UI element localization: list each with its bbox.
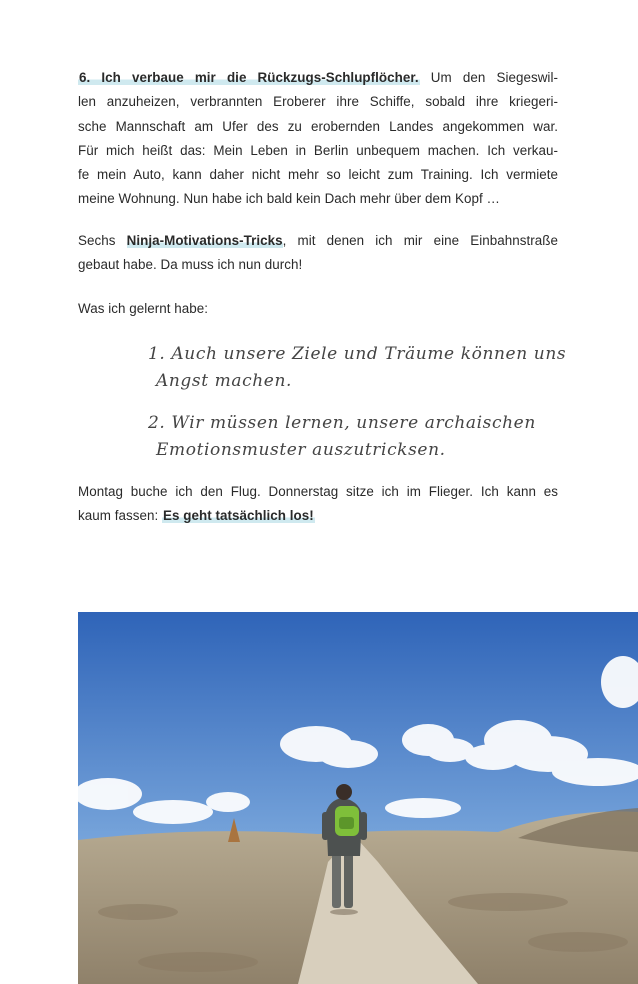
paragraph-line: len anzuheizen, verbrannten Eroberer ihre Schiffe, sobald ihre kriegeri- <box>78 94 558 110</box>
paragraph-rueckzug <box>78 66 558 212</box>
paragraph-line: 6. Ich verbaue mir die Rückzugs-Schlupflöcher. Um den Siegeswil- <box>79 70 558 85</box>
paragraph-line: kaum fassen: Es geht tatsächlich los! <box>78 508 314 524</box>
section-heading-6: 6. Ich verbaue mir die Rückzugs-Schlupflöcher. <box>79 70 419 85</box>
lesson-line: Emotionsmuster auszutricksen. <box>156 440 446 460</box>
highlight-ninja-tricks: Ninja-Motivations-Tricks <box>126 233 283 248</box>
paragraph-line: sche Mannschaft am Ufer des zu erobernden Landes angekommen war. <box>78 118 558 134</box>
paragraph-line: meine Wohnung. Nun habe ich bald kein Dach mehr über dem Kopf … <box>78 191 500 207</box>
hiker-photo-illustration <box>78 612 638 984</box>
paragraph-ninja-tricks <box>78 229 558 278</box>
paragraph-learned <box>78 297 558 321</box>
highlight-es-geht-los: Es geht tatsächlich los! <box>163 508 314 524</box>
paragraph-line: fe mein Auto, kann daher nicht mehr so leicht zum Training. Ich vermiete <box>78 167 558 183</box>
lesson-line: Angst machen. <box>156 371 293 391</box>
lesson-line: 1. Auch unsere Ziele und Träume können uns <box>148 344 567 364</box>
paragraph-flight <box>78 480 558 529</box>
paragraph-line: Montag buche ich den Flug. Donnerstag sitze ich im Flieger. Ich kann es <box>78 484 558 499</box>
paragraph-line: gebaut habe. Da muss ich nun durch! <box>78 257 303 273</box>
lesson-1 <box>148 341 567 395</box>
lesson-2 <box>148 410 548 464</box>
paragraph-line: Sechs Ninja-Motivations-Tricks, mit denen ich mir eine Einbahnstraße <box>78 233 558 248</box>
lesson-line: 2. Wir müssen lernen, unsere archaischen <box>148 413 536 433</box>
paragraph-line: Für mich heißt das: Mein Leben in Berlin unbequem machen. Ich verkau- <box>78 142 558 158</box>
hiker-photo <box>78 612 638 984</box>
paragraph-line: Was ich gelernt habe: <box>78 301 209 316</box>
